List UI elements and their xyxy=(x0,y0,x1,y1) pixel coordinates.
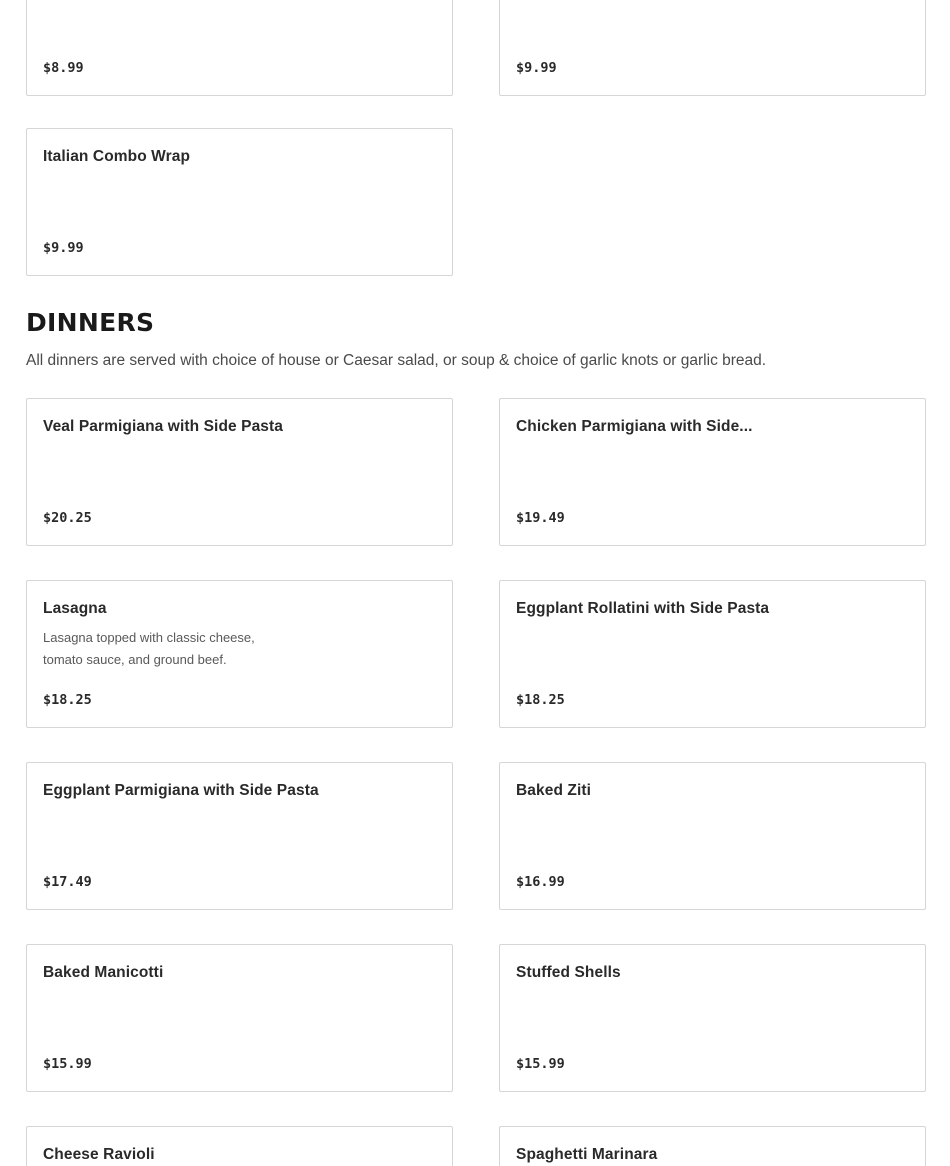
item-price: $8.99 xyxy=(43,60,84,76)
section-description: All dinners are served with choice of house or Caesar salad, or soup & choice of garlic knots or garlic bread. xyxy=(26,352,767,369)
item-name: Chicken Parmigiana with Side... xyxy=(516,418,753,435)
item-name: Baked Ziti xyxy=(516,782,592,799)
item-price: $18.25 xyxy=(516,692,565,708)
menu-item-card[interactable] xyxy=(26,0,453,96)
menu-item-card[interactable] xyxy=(26,398,453,546)
item-price: $15.99 xyxy=(516,1056,565,1072)
menu-item-card[interactable] xyxy=(499,0,926,96)
menu-item-card[interactable] xyxy=(499,762,926,910)
menu-item-card[interactable] xyxy=(499,580,926,728)
item-name: Baked Manicotti xyxy=(43,964,164,981)
menu-item-card[interactable] xyxy=(26,1126,453,1166)
item-name: Stuffed Shells xyxy=(516,964,621,981)
item-price: $17.49 xyxy=(43,874,92,890)
section-title-dinners: DINNERS xyxy=(26,308,155,337)
menu-item-card[interactable] xyxy=(26,580,453,728)
item-description: Lasagna topped with classic cheese, tomato sauce, and ground beef. xyxy=(43,630,255,667)
item-name: Eggplant Rollatini with Side Pasta xyxy=(516,600,770,617)
item-name: Lasagna xyxy=(43,600,107,617)
item-name: Italian Combo Wrap xyxy=(43,148,191,165)
item-price: $20.25 xyxy=(43,510,92,526)
menu-item-card[interactable] xyxy=(499,1126,926,1166)
menu-item-card[interactable] xyxy=(26,944,453,1092)
item-price: $9.99 xyxy=(516,60,557,76)
menu-item-card[interactable] xyxy=(499,944,926,1092)
menu-item-card[interactable] xyxy=(499,398,926,546)
item-price: $16.99 xyxy=(516,874,565,890)
item-name: Spaghetti Marinara xyxy=(516,1146,658,1163)
item-price: $15.99 xyxy=(43,1056,92,1072)
menu-item-card[interactable] xyxy=(26,762,453,910)
item-name: Veal Parmigiana with Side Pasta xyxy=(43,418,284,435)
item-name: Cheese Ravioli xyxy=(43,1146,155,1163)
item-price: $19.49 xyxy=(516,510,565,526)
item-price: $18.25 xyxy=(43,692,92,708)
item-name: Eggplant Parmigiana with Side Pasta xyxy=(43,782,319,799)
item-price: $9.99 xyxy=(43,240,84,256)
menu-item-card[interactable] xyxy=(26,128,453,276)
